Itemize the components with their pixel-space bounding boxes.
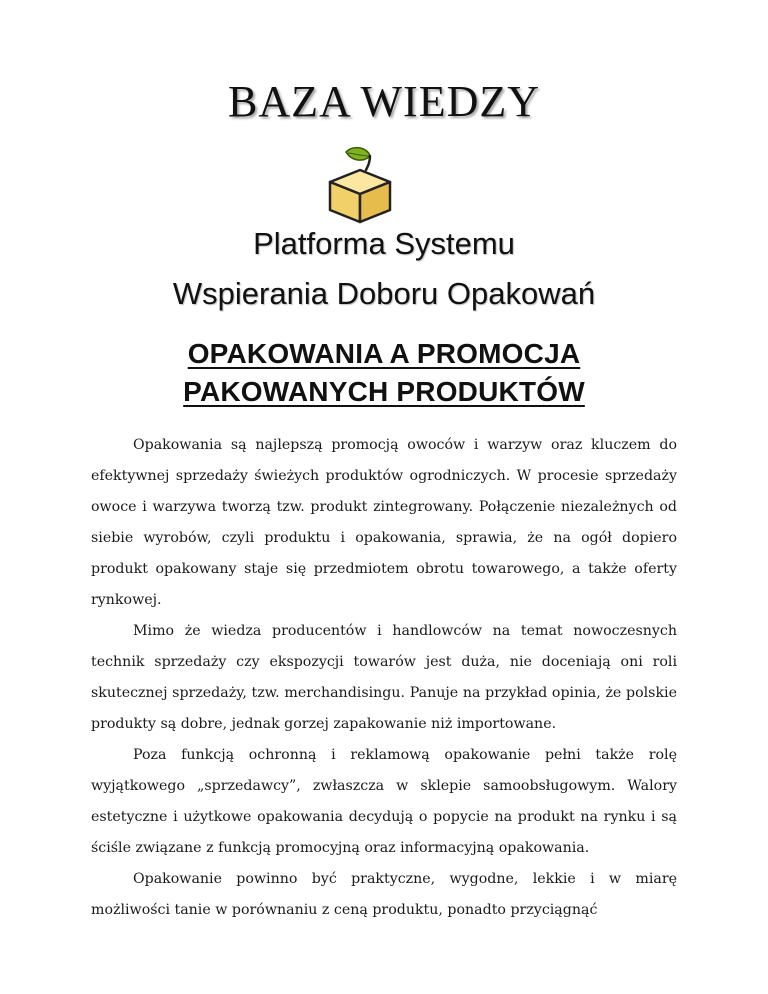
platform-subtitle-line1: Platforma Systemu	[253, 226, 515, 261]
page-header-title: BAZA WIEDZY	[227, 77, 541, 126]
body-paragraph-4: Opakowanie powinno być praktyczne, wygodne, lekkie i w miarę możliwości tanie w porównaniu z ceną produktu, ponadto przyciągnąć	[91, 871, 677, 918]
document-title-line2: PAKOWANYCH PRODUKTÓW	[183, 376, 585, 407]
document-title-line1: OPAKOWANIA A PROMOCJA	[187, 338, 581, 369]
body-paragraph-1: Opakowania są najlepszą promocją owoców i warzyw oraz kluczem do efektywnej sprzedaży świeżych produktów ogrodniczych. W procesie sprzedaży owoce i warzywa tworzą tzw. produkt zintegrowany. Połączenie niezależnych od siebie wyrobów, czyli produktu i opakowania, sprawia, że na ogół dopiero produkt opakowany staje się przedmiotem obrotu towarowego, a także oferty rynkowej.	[91, 437, 677, 608]
body-paragraph-3: Poza funkcją ochronną i reklamową opakowanie pełni także rolę wyjątkowego „sprzedawcy”, zwłaszcza w sklepie samoobsługowym. Walory estetyczne i użytkowe opakowania decydują o popycie na produkt na rynku i są ściśle związane z funkcją promocyjną oraz informacyjną opakowania.	[91, 747, 677, 856]
apple-box-logo-icon	[324, 146, 396, 224]
document-body	[91, 430, 677, 926]
body-paragraph-2: Mimo że wiedza producentów i handlowców na temat nowoczesnych technik sprzedaży czy ekspozycji towarów jest duża, nie doceniają oni roli skutecznej sprzedaży, tzw. merchandisingu. Panuje na przykład opinia, że polskie produkty są dobre, jednak gorzej zapakowanie niż importowane.	[91, 623, 677, 732]
platform-subtitle-line2: Wspierania Doboru Opakowań	[172, 276, 596, 311]
